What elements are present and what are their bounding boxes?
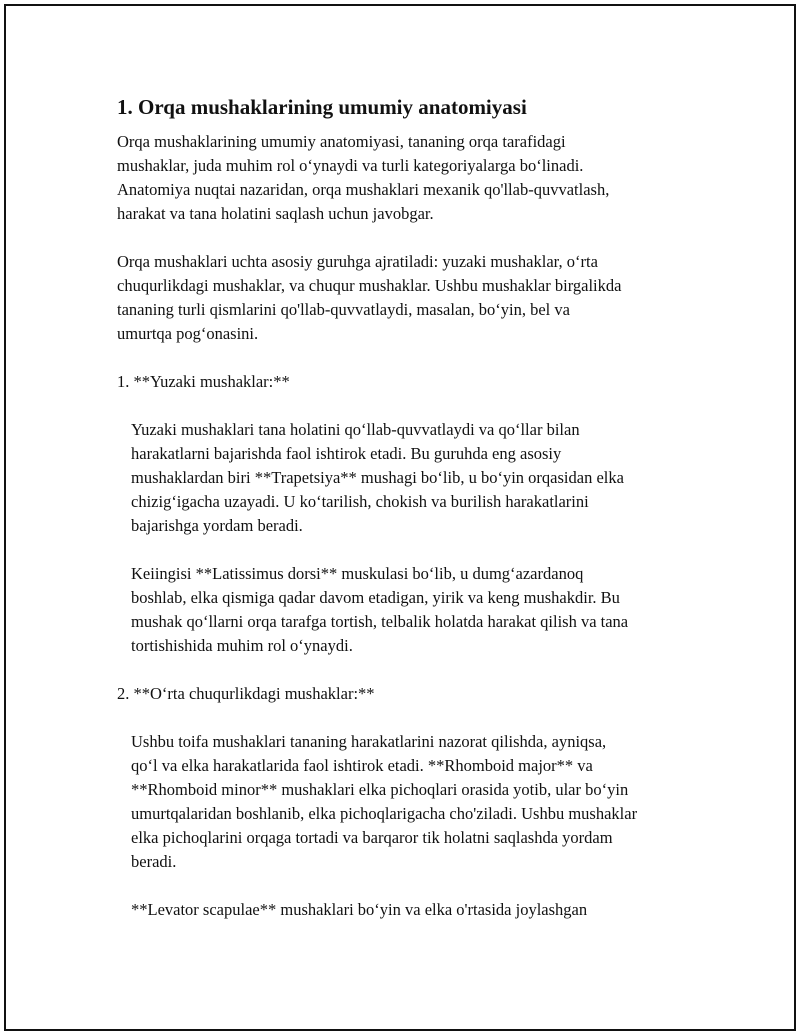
paragraph <box>117 130 687 226</box>
paragraphs-container <box>117 130 687 922</box>
paragraph <box>117 562 687 658</box>
text-line: Keiingisi **Latissimus dorsi** muskulasi bo‘lib, u dumg‘azardanoq <box>131 564 584 583</box>
text-line: umurtqa pog‘onasini. <box>117 324 259 343</box>
paragraph <box>117 250 687 346</box>
text-line: 1. **Yuzaki mushaklar:** <box>117 372 290 391</box>
document-body <box>117 94 687 946</box>
paragraph <box>117 370 687 394</box>
text-line: tananing turli qismlarini qo'llab-quvvatlaydi, masalan, bo‘yin, bel va <box>117 300 570 319</box>
text-line: mushaklar, juda muhim rol o‘ynaydi va turli kategoriyalarga bo‘linadi. <box>117 156 584 175</box>
text-line: harakat va tana holatini saqlash uchun javobgar. <box>117 204 434 223</box>
paragraph <box>117 898 687 922</box>
text-line: mushaklardan biri **Trapetsiya** mushagi bo‘lib, u bo‘yin orqasidan elka <box>131 468 624 487</box>
text-line: Orqa mushaklari uchta asosiy guruhga ajratiladi: yuzaki mushaklar, o‘rta <box>117 252 598 271</box>
text-line: Ushbu toifa mushaklari tananing harakatlarini nazorat qilishda, ayniqsa, <box>131 732 607 751</box>
text-line: Anatomiya nuqtai nazaridan, orqa mushaklari mexanik qo'llab-quvvatlash, <box>117 180 610 199</box>
text-line: chuqurlikdagi mushaklar, va chuqur mushaklar. Ushbu mushaklar birgalikda <box>117 276 622 295</box>
text-line: Yuzaki mushaklari tana holatini qo‘llab-quvvatlaydi va qo‘llar bilan <box>131 420 580 439</box>
text-line: elka pichoqlarini orqaga tortadi va barqaror tik holatni saqlashda yordam <box>131 828 613 847</box>
text-line: bajarishga yordam beradi. <box>131 516 303 535</box>
text-line: umurtqalaridan boshlanib, elka pichoqlarigacha cho'ziladi. Ushbu mushaklar <box>131 804 638 823</box>
text-line: qo‘l va elka harakatlarida faol ishtirok etadi. **Rhomboid major** va <box>131 756 593 775</box>
text-line: tortishishida muhim rol o‘ynaydi. <box>131 636 353 655</box>
paragraph <box>117 682 687 706</box>
text-line: boshlab, elka qismiga qadar davom etadigan, yirik va keng mushakdir. Bu <box>131 588 620 607</box>
section-title: 1. Orqa mushaklarining umumiy anatomiyasi <box>117 95 527 119</box>
text-line: mushak qo‘llarni orqa tarafga tortish, telbalik holatda harakat qilish va tana <box>131 612 629 631</box>
text-line: beradi. <box>131 852 177 871</box>
text-line: chizig‘igacha uzayadi. U ko‘tarilish, chokish va burilish harakatlarini <box>131 492 589 511</box>
paragraph <box>117 730 687 874</box>
text-line: harakatlarni bajarishda faol ishtirok etadi. Bu guruhda eng asosiy <box>131 444 562 463</box>
text-line: **Levator scapulae** mushaklari bo‘yin va elka o'rtasida joylashgan <box>131 900 588 919</box>
text-line: 2. **O‘rta chuqurlikdagi mushaklar:** <box>117 684 375 703</box>
text-line: **Rhomboid minor** mushaklari elka pichoqlari orasida yotib, ular bo‘yin <box>131 780 629 799</box>
text-line: Orqa mushaklarining umumiy anatomiyasi, tananing orqa tarafidagi <box>117 132 566 151</box>
paragraph <box>117 418 687 538</box>
